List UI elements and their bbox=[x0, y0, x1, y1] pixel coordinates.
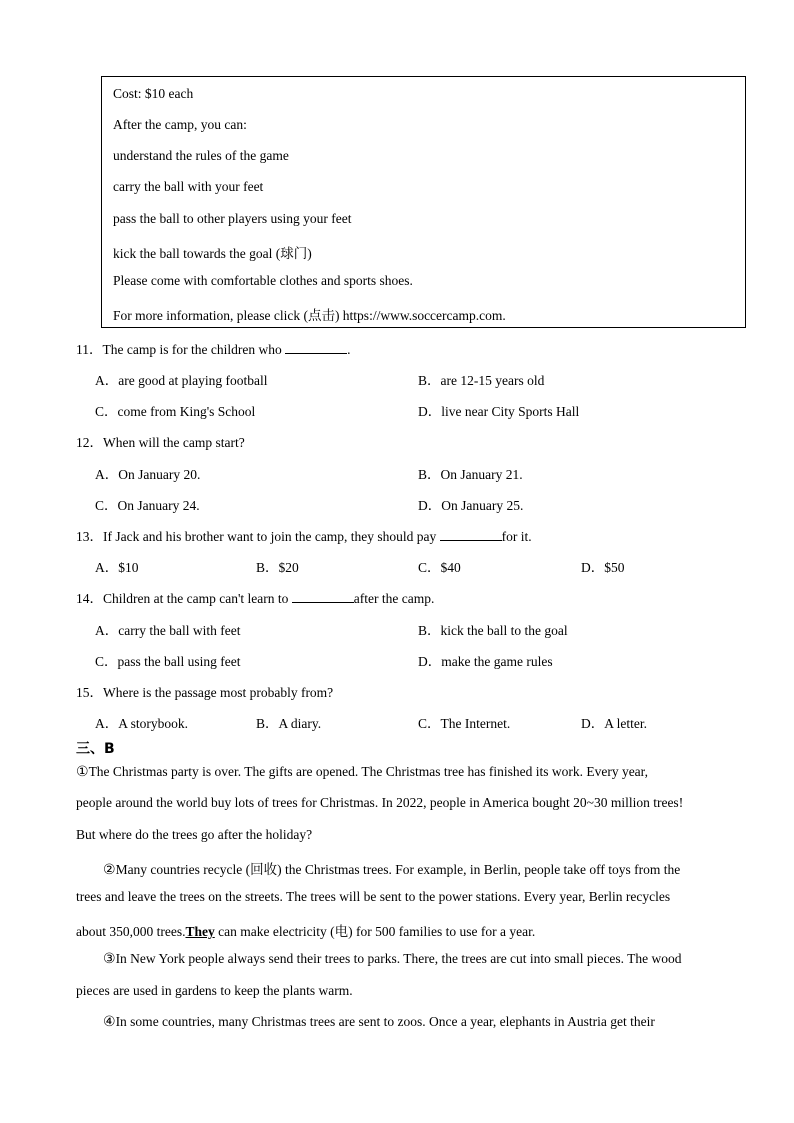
highlighted-word: They bbox=[185, 924, 215, 939]
notice-line: pass the ball to other players using your feet bbox=[113, 211, 352, 226]
paragraph-1-line: people around the world buy lots of trees for Christmas. In 2022, people in America bought 20~30 million trees! bbox=[76, 795, 684, 810]
option-c: C．come from King's School bbox=[95, 404, 256, 419]
question-15-stem: 15．Where is the passage most probably from? bbox=[76, 685, 334, 700]
question-12-stem: 12．When will the camp start? bbox=[76, 435, 245, 450]
option-b: B．A diary. bbox=[256, 716, 322, 731]
paragraph-3-line: ③In New York people always send their trees to parks. There, the trees are cut into small pieces. The wood bbox=[103, 951, 682, 967]
option-a: A．A storybook. bbox=[95, 716, 189, 731]
option-b: B．kick the ball to the goal bbox=[418, 623, 568, 638]
option-c: C．The Internet. bbox=[418, 716, 511, 731]
paragraph-number: ① bbox=[76, 764, 89, 780]
paragraph-2-line: about 350,000 trees.They can make electricity (电) for 500 families to use for a year. bbox=[76, 924, 536, 939]
option-d: D．live near City Sports Hall bbox=[418, 404, 580, 419]
option-d: D．make the game rules bbox=[418, 654, 553, 669]
notice-line: After the camp, you can: bbox=[113, 117, 247, 132]
option-d: D．A letter. bbox=[581, 716, 647, 731]
question-13-stem: 13．If Jack and his brother want to join the camp, they should pay for it. bbox=[76, 529, 532, 544]
option-b: B．$20 bbox=[256, 560, 299, 575]
question-11-stem: 11．The camp is for the children who . bbox=[76, 342, 351, 357]
paragraph-1-line: But where do the trees go after the holiday? bbox=[76, 827, 313, 842]
notice-line: understand the rules of the game bbox=[113, 148, 289, 163]
paragraph-2-line: ②Many countries recycle (回收) the Christmas trees. For example, in Berlin, people take off toys from the bbox=[103, 862, 681, 878]
option-b: B．are 12-15 years old bbox=[418, 373, 545, 388]
notice-line: Cost: $10 each bbox=[113, 86, 194, 101]
option-b: B．On January 21. bbox=[418, 467, 523, 482]
option-c: C．$40 bbox=[418, 560, 461, 575]
answer-blank bbox=[440, 529, 502, 541]
paragraph-number: ② bbox=[103, 862, 116, 878]
notice-line: kick the ball towards the goal (球门) bbox=[113, 246, 312, 261]
option-d: D．On January 25. bbox=[418, 498, 524, 513]
notice-line: carry the ball with your feet bbox=[113, 179, 264, 194]
paragraph-4-line: ④In some countries, many Christmas trees are sent to zoos. Once a year, elephants in Austria get their bbox=[103, 1014, 655, 1030]
option-c: C．pass the ball using feet bbox=[95, 654, 241, 669]
option-c: C．On January 24. bbox=[95, 498, 200, 513]
paragraph-2-line: trees and leave the trees on the streets. The trees will be sent to the power stations. Every year, Berlin recycles bbox=[76, 889, 671, 904]
option-a: A．are good at playing football bbox=[95, 373, 268, 388]
notice-box bbox=[101, 76, 746, 328]
option-a: A．$10 bbox=[95, 560, 139, 575]
answer-blank bbox=[285, 342, 347, 354]
option-d: D．$50 bbox=[581, 560, 625, 575]
option-a: A．carry the ball with feet bbox=[95, 623, 241, 638]
answer-blank bbox=[292, 591, 354, 603]
paragraph-number: ④ bbox=[103, 1014, 116, 1030]
option-a: A．On January 20. bbox=[95, 467, 201, 482]
notice-line: For more information, please click (点击) https://www.soccercamp.com. bbox=[113, 308, 506, 323]
paragraph-3-line: pieces are used in gardens to keep the plants warm. bbox=[76, 983, 353, 998]
question-14-stem: 14．Children at the camp can't learn to after the camp. bbox=[76, 591, 435, 606]
notice-line: Please come with comfortable clothes and sports shoes. bbox=[113, 273, 413, 288]
paragraph-number: ③ bbox=[103, 951, 116, 967]
section-title: 三、B bbox=[76, 741, 115, 757]
paragraph-1-line: ①The Christmas party is over. The gifts are opened. The Christmas tree has finished its work. Every year, bbox=[76, 764, 649, 780]
